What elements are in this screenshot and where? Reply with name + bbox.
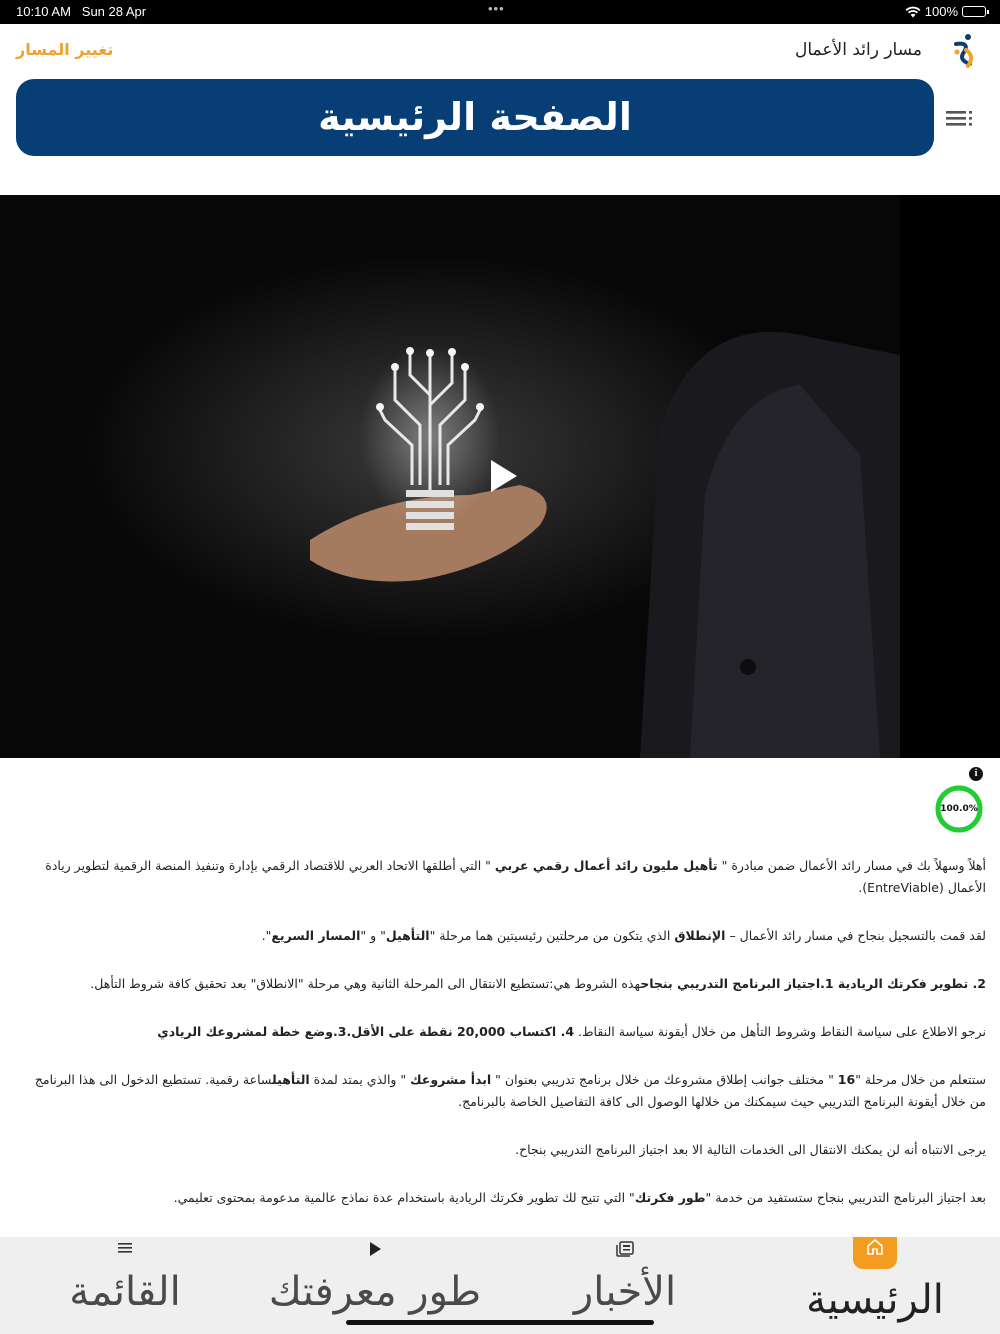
- home-indicator: [346, 1320, 654, 1325]
- paragraph-intro: أهلاً وسهلاً بك في مسار رائد الأعمال ضمن مبادرة " تأهيل مليون رائد أعمال رقمي عربي " التي أطلقها الاتحاد العربي للاقتصاد الرقمي بإدارة وتنفيذ المنصة الرقمية لتطوير ريادة الأعمال (EntreViable).: [45, 858, 986, 895]
- paragraph-training: ستتعلم من خلال مرحلة "16 " مختلف جوانب إطلاق مشروعك من خلال برنامج تدريبي بعنوان " ابدأ مشروعك " والذي يمتد لمدة التأهيلساعة رقمية. تستطيع الدخول الى هذا البرنامج من خلال أيقونة البرنامج التدريبي حيث سيمكنك من خلالها الوصول الى كافة التفاصيل الخاصة بالبرنامج.: [34, 1072, 986, 1109]
- paragraph-registration: لقد قمت بالتسجيل بنجاح في مسار رائد الأعمال – الإنطلاق الذي يتكون من مرحلتين رئيسيتين هما مرحلة "التأهيل" و "المسار السريع".: [261, 928, 986, 943]
- top-bar: [0, 24, 1000, 76]
- battery-percent: 100%: [924, 4, 958, 19]
- info-icon[interactable]: i: [969, 767, 983, 781]
- status-time: 10:10 AM Sun 28 Apr: [16, 4, 147, 19]
- wifi-icon: [905, 6, 921, 18]
- app-name: مسار رائد الأعمال: [795, 40, 922, 60]
- page-title-banner: الصفحة الرئيسية: [16, 79, 934, 156]
- home-icon: [866, 1238, 884, 1256]
- tab-label-news: الأخبار: [573, 1269, 677, 1315]
- status-bar: [0, 0, 1000, 24]
- welcome-content: [18, 855, 986, 1235]
- menu-icon: [117, 1241, 133, 1255]
- paragraph-conditions: 2. تطوير فكرتك الريادية 1.اجتياز البرنامج التدريبي بنجاحهذه الشروط هي:تستطيع الانتقال الى المرحلة الثانية وهي مرحلة "الانطلاق" بعد تحقيق كافة شروط التأهل.: [90, 976, 986, 991]
- change-path-link[interactable]: تغيير المسار: [16, 40, 114, 59]
- news-icon: [616, 1241, 634, 1257]
- progress-circle: [933, 783, 985, 835]
- entrepreneur-logo: [948, 32, 978, 70]
- tab-label-home: الرئيسية: [806, 1277, 944, 1323]
- play-icon: [367, 1241, 383, 1257]
- play-icon[interactable]: [489, 458, 519, 494]
- multitask-dots[interactable]: •••: [488, 1, 505, 16]
- progress-label: 100.0%: [940, 804, 978, 814]
- home-badge: [853, 1237, 897, 1269]
- tab-label-menu: القائمة: [69, 1269, 181, 1315]
- battery-icon: [962, 6, 986, 17]
- paragraph-points: نرجو الاطلاع على سياسة النقاط وشروط التأهل من خلال أيقونة سياسة النقاط. 4. اكتساب 20,000 نقطة على الأقل.3.وضع خطة لمشروعك الريادي: [157, 1024, 986, 1039]
- list-menu-icon[interactable]: [946, 108, 974, 128]
- paragraph-notice: يرجى الانتباه أنه لن يمكنك الانتقال الى الخدمات التالية الا بعد اجتياز البرنامج التدريبي بنجاح.: [515, 1142, 986, 1157]
- status-right: [905, 4, 986, 19]
- tab-label-develop-knowledge: طور معرفتك: [268, 1269, 482, 1315]
- tab-home[interactable]: [750, 1237, 1000, 1334]
- tab-menu[interactable]: [0, 1237, 250, 1334]
- paragraph-develop-idea: بعد اجتياز البرنامج التدريبي بنجاح ستستفيد من خدمة "طور فكرتك" التي تتيح لك تطوير فكرتك الريادية باستخدام عدة نماذج عالمية مدعومة بمحتوى تعليمي.: [173, 1190, 986, 1205]
